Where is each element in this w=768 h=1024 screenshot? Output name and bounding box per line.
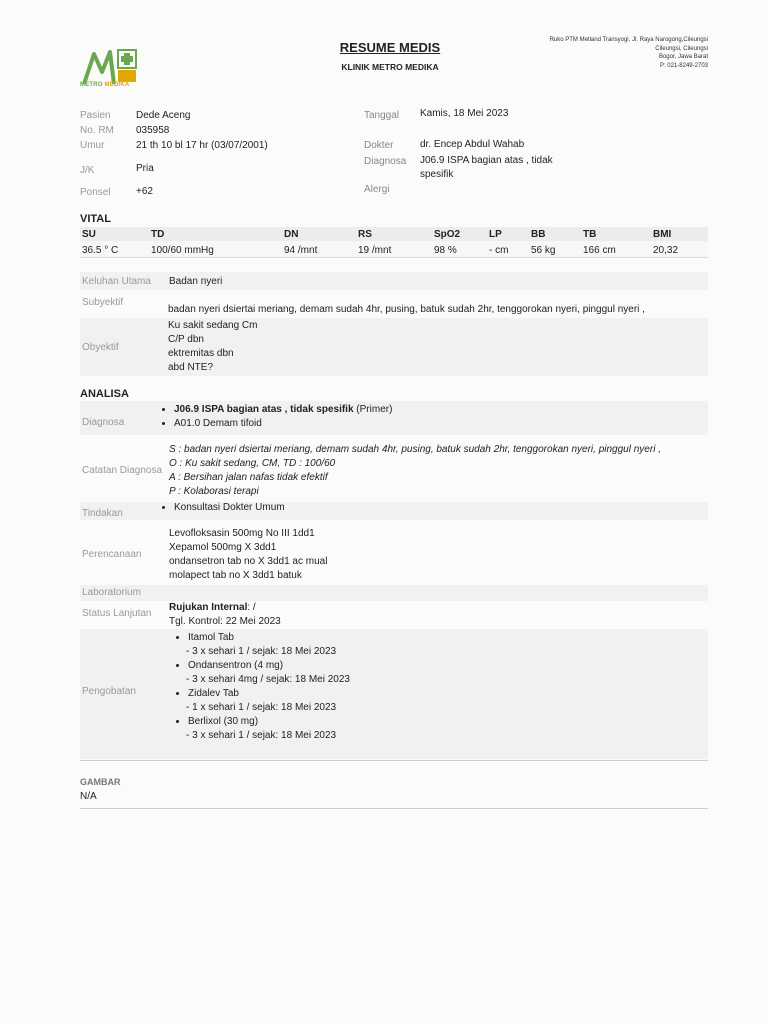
diagnosa-header-value: J06.9 ISPA bagian atas , tidak spesifik [420, 155, 553, 180]
vital-value-su: 36.5 ° C [82, 245, 119, 256]
norm-label: No. RM [80, 125, 114, 136]
clinic-address: Ruko PTM Metland Transyogi, Jl. Raya Narogong,Cileungsi Cileungsi, Cileungsi Bogor, Jawa Barat P: 021-8249-2703 [549, 37, 708, 69]
norm-value: 035958 [136, 125, 170, 136]
tanggal-label: Tanggal [364, 110, 400, 121]
pengobatan-list [172, 631, 350, 743]
diagnosa-item-primary: • J06.9 ISPA bagian atas , tidak spesifik (Primer) [174, 403, 392, 417]
subyektif-value: badan nyeri dsiertai meriang, demam sudah 4hr, pusing, batuk sudah 2hr, tenggorokan nyeri, pinggul nyeri , [168, 304, 645, 315]
document-title: RESUME MEDIS [339, 40, 441, 55]
vital-header-tb: TB [583, 229, 597, 240]
status-label: Status Lanjutan [82, 608, 152, 619]
obyektif-value: Ku sakit sedang Cm C/P dbn ektremitas dbn abd NTE? [168, 320, 258, 373]
jk-label: J/K [80, 165, 95, 176]
umur-label: Umur [80, 140, 105, 151]
vital-header-spo2: SpO2 [434, 229, 461, 240]
obyektif-label: Obyektif [82, 342, 119, 353]
dokter-label: Dokter [364, 140, 394, 151]
perencanaan-label: Perencanaan [82, 549, 142, 560]
tanggal-value: Kamis, 18 Mei 2023 [420, 108, 509, 119]
ponsel-label: Ponsel [80, 187, 111, 198]
separator [80, 760, 708, 761]
diagnosa-item-secondary: • A01.0 Demam tifoid [174, 417, 392, 431]
obat-item: • Berlixol (30 mg) - 3 x sehari 1 / sejak: 18 Mei 2023 [188, 715, 350, 743]
gambar-label: GAMBAR [80, 777, 121, 787]
jk-value: Pria [136, 163, 154, 174]
tindakan-list [158, 501, 285, 515]
vital-title: VITAL [80, 213, 111, 225]
vital-header-bmi: BMI [653, 229, 672, 240]
subyektif-label: Subyektif [82, 297, 124, 308]
vital-value-bb: 56 kg [531, 245, 556, 256]
alergi-label: Alergi [364, 184, 390, 195]
diagnosa-header-label: Diagnosa [364, 156, 407, 167]
clinic-name: KLINIK METRO MEDIKA [341, 62, 439, 72]
vital-value-lp: - cm [489, 245, 509, 256]
vital-value-bmi: 20,32 [653, 245, 679, 256]
gambar-value: N/A [80, 791, 97, 802]
vital-value-td: 100/60 mmHg [151, 245, 214, 256]
vital-header-dn: DN [284, 229, 299, 240]
vital-header-rs: RS [358, 229, 372, 240]
status-value: Rujukan Internal: / Tgl. Kontrol: 22 Mei 2023 [169, 602, 281, 627]
vital-value-rs: 19 /mnt [358, 245, 392, 256]
dokter-value: dr. Encep Abdul Wahab [420, 139, 525, 150]
lab-band [80, 585, 708, 601]
ponsel-value: +62 [136, 186, 153, 197]
vital-header-td: TD [151, 229, 165, 240]
vital-value-dn: 94 /mnt [284, 245, 318, 256]
keluhan-value: Badan nyeri [169, 276, 223, 287]
catatan-label: Catatan Diagnosa [82, 465, 163, 476]
pasien-value: Dede Aceng [136, 110, 191, 121]
pasien-label: Pasien [80, 110, 111, 121]
pengobatan-label: Pengobatan [82, 686, 136, 697]
vital-value-spo2: 98 % [434, 245, 457, 256]
vital-header-su: SU [82, 229, 96, 240]
vital-header-lp: LP [489, 229, 502, 240]
analisa-title: ANALISA [80, 388, 129, 400]
separator-bottom [80, 808, 708, 809]
tindakan-label: Tindakan [82, 508, 123, 519]
umur-value: 21 th 10 bl 17 hr (03/07/2001) [136, 140, 268, 151]
logo-text: METRO MEDIKA [80, 82, 130, 88]
obat-item: • Zidalev Tab - 1 x sehari 1 / sejak: 18 Mei 2023 [188, 687, 350, 715]
obat-item: • Itamol Tab - 3 x sehari 1 / sejak: 18 Mei 2023 [188, 631, 350, 659]
diagnosa-label: Diagnosa [82, 417, 125, 428]
perencanaan-value: Levofloksasin 500mg No III 1dd1 Xepamol 500mg X 3dd1 ondansetron tab no X 3dd1 ac mual molapect tab no X 3dd1 batuk [169, 528, 328, 581]
obat-item: • Ondansentron (4 mg) - 3 x sehari 4mg / sejak: 18 Mei 2023 [188, 659, 350, 687]
vital-value-tb: 166 cm [583, 245, 616, 256]
tindakan-item: • Konsultasi Dokter Umum [174, 501, 285, 515]
vital-header-bb: BB [531, 229, 546, 240]
keluhan-label: Keluhan Utama [82, 276, 151, 287]
catatan-value: S : badan nyeri dsiertai meriang, demam sudah 4hr, pusing, batuk sudah 2hr, tenggorokan nyeri, pinggul nyeri , O : Ku sakit sedang, CM, TD : 100/60 A : Bersihan jalan nafas tidak efektif P : Kolaborasi terapi [169, 444, 661, 497]
lab-label: Laboratorium [82, 587, 141, 598]
diagnosa-list [158, 403, 392, 431]
vital-header-row [80, 227, 708, 241]
